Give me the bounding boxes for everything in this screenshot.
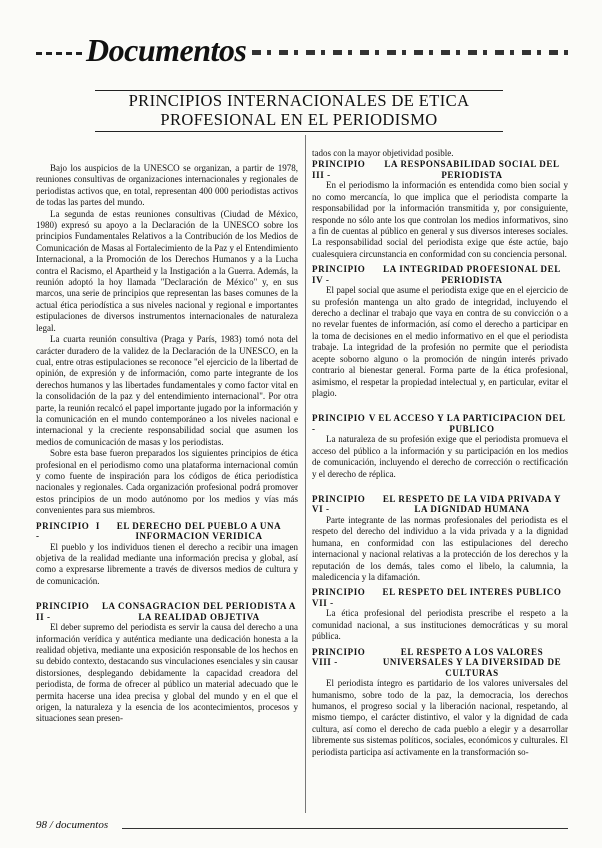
- paragraph: El deber supremo del periodista es servir la causa del derecho a una información verídica y auténtica mediante una dedicación honesta a la realidad objetiva, mediante una exposición responsable de los hechos en su debido contexto, destacando sus vinculaciones esenciales y sin causar distorsiones, desplegando debidamente la capacidad creadora del periodista, de forma de ofrecer al público un material adecuado que le permita hacerse una idea precisa y global del mundo y en el que el origen, la naturaleza y la esencia de los acontecimientos, procesos y situaciones sean presen-: [36, 622, 298, 724]
- paragraph: Parte integrante de las normas profesionales del periodista es el respeto del derecho del individuo a la vida privada y a la dignidad humana, en conformidad con las estipulaciones del derecho internacional y nacional relativas a la protección de los derechos y la reputación de los demás, tales como el libelo, la calumnia, la maledicencia y la difamación.: [312, 514, 568, 582]
- title-line-2: PROFESIONAL EN EL PERIODISMO: [160, 110, 438, 129]
- paragraph: La ética profesional del periodista prescribe el respeto a la comunidad nacional, a sus instituciones democráticas y su moral pública.: [312, 608, 568, 642]
- paragraph: Bajo los auspicios de la UNESCO se organizan, a partir de 1978, reuniones consultivas de organizaciones internacionales y regionales de periodistas activos que, en total, representan 400 000 periodistas activos de todas las partes del mundo.: [36, 163, 298, 208]
- principle-heading: [36, 521, 298, 542]
- paragraph: La cuarta reunión consultiva (Praga y París, 1983) tomó nota del carácter duradero de la validez de la Declaración de la UNESCO, en la cual, entre otras estipulaciones se reconoce "el ejercicio de la libertad de opinión, de expresión y de información, como parte integrante de los derechos humanos y las libertades fundamentales y como factor vital en la consolidación de la paz y del entendimiento internacional". Por otra parte, la reunión recalcó el papel importante jugado por la información y la comunicación en el mundo contemporáneo a los niveles nacional e internacional y la creciente responsabilidad social que asumen los medios de comunicación de masas y los periodistas.: [36, 334, 298, 447]
- principle-heading: [312, 494, 568, 515]
- principle-heading: [312, 587, 568, 608]
- principle-label: PRINCIPIO V -: [312, 413, 376, 434]
- principle-title: EL DERECHO DEL PUEBLO A UNA INFORMACION VERIDICA: [116, 520, 282, 542]
- paragraph: tados con la mayor objetividad posible.: [312, 148, 454, 158]
- principle-label: PRINCIPIO I -: [36, 520, 100, 542]
- principle-heading: [312, 413, 568, 434]
- paragraph: Sobre esta base fueron preparados los siguientes principios de ética profesional en el periodismo como una plataforma internacional común y como fuente de inspiración para los códigos de ética periodística nacionales y regionales. Cada organización profesional podrá promover estos principios de un modo autónomo por los medios y vías más convenientes para sus miembros.: [36, 448, 298, 516]
- principle-title: EL RESPETO DE LA VIDA PRIVADA Y LA DIGNIDAD HUMANA: [382, 493, 562, 515]
- principle-label: PRINCIPIO III -: [312, 159, 366, 180]
- paragraph: El papel social que asume el periodista exige que en el ejercicio de su profesión mantenga un alto grado de integridad, incluyendo el derecho a declinar el trabajo que vaya en contra de su convicción o a no revelar fuentes de información, así como el derecho a participar en la toma de decisiones en el medio informativo en el que el periodista trabaje. La integridad de la profesión no permite que el periodista acepte soborno alguno o la promoción de ningún interés privado contrario al bienestar general. Forma parte de la ética profesional, asimismo, el respetar la propiedad intelectual y, en particular, evitar el plagio.: [312, 285, 568, 398]
- paragraph: El periodista íntegro es partidario de los valores universales del humanismo, sobre todo de la paz, la democracia, los derechos humanos, el progreso social y la liberación nacional, respetando, al mismo tiempo, el carácter distintivo, el valor y la dignidad de cada cultura, así como el derecho de cada pueblo a elegir y a desarrollar libremente sus sistemas políticos, sociales, económicos y culturales. El periodista participa así activamente en la transformación so-: [312, 678, 568, 757]
- principle-title: EL RESPETO DEL INTERES PUBLICO: [382, 587, 562, 598]
- paragraph: La naturaleza de su profesión exige que el periodista promueva el acceso del público a la información y su participación en los medios de comunicación, incluyendo el derecho de corrección o rectificación y el derecho de réplica.: [312, 434, 568, 479]
- page-footer: 98 / documentos: [36, 819, 109, 831]
- paragraph: La segunda de estas reuniones consultivas (Ciudad de México, 1980) expresó su apoyo a la Declaración de la UNESCO sobre los principios Fundamentales Relativos a la Contribución de los Medios de Comunicación de Masas al Fortalecimiento de la Paz y el Entendimiento Internacional, a la Promoción de los Derechos Humanos y a la Lucha contra el Racismo, el Apartheid y la Instigación a la Guerra. Además, la reunión adoptó la hoy llamada "Declaración de México" y, en sus marcos, una serie de principios que representan las bases comunes de la actual ética periodística a sus niveles nacional y regional e importantes estipulaciones de diversos instrumentos internacionales de naturaleza legal.: [36, 208, 298, 333]
- column-divider: [305, 135, 306, 813]
- page-header: [0, 28, 602, 78]
- principle-label: PRINCIPIO VIII -: [312, 646, 366, 668]
- footer-rule: [122, 828, 568, 829]
- paragraph: En el periodismo la información es entendida como bien social y no como mercancía, lo que implica que el periodista comparte la responsabilidad por la información transmitida y, por consiguiente, responde no sólo ante los que controlan los medios informativos, sino a fin de cuentas al público en general y sus diversos intereses sociales. La responsabilidad social del periodista exige que éste actúe, bajo cualesquiera circunstancia en conformidad con su conciencia personal.: [312, 180, 568, 259]
- principle-heading: [312, 264, 568, 285]
- left-column: [36, 163, 298, 725]
- principle-heading: [36, 601, 298, 622]
- principle-title: EL RESPETO A LOS VALORES UNIVERSALES Y LA DIVERSIDAD DE CULTURAS: [382, 646, 562, 678]
- principle-heading: [312, 159, 568, 180]
- header-rule-right: [252, 50, 570, 55]
- principle-label: PRINCIPIO VI -: [312, 493, 366, 515]
- principle-heading: [312, 647, 568, 679]
- header-rule-left: [36, 52, 84, 55]
- right-column: [312, 148, 568, 758]
- principle-label: PRINCIPIO II -: [36, 601, 90, 622]
- principle-title: LA RESPONSABILIDAD SOCIAL DEL PERIODISTA: [384, 159, 560, 180]
- principle-label: PRINCIPIO IV -: [312, 264, 366, 285]
- principle-label: PRINCIPIO VII -: [312, 587, 366, 608]
- section-title: Documentos: [86, 32, 247, 68]
- principle-title: LA CONSAGRACION DEL PERIODISTA A LA REALIDAD OBJETIVA: [101, 601, 297, 622]
- title-line-1: PRINCIPIOS INTERNACIONALES DE ETICA: [128, 91, 470, 110]
- principle-title: EL ACCESO Y LA PARTICIPACION DEL PUBLICO: [378, 413, 566, 434]
- paragraph: El pueblo y los individuos tienen el derecho a recibir una imagen objetiva de la realidad mediante una información precisa y global, así como a expresarse libremente a través de diversos medios de cultura y de comunicación.: [36, 541, 298, 586]
- principle-title: LA INTEGRIDAD PROFESIONAL DEL PERIODISTA: [383, 264, 561, 285]
- article-title: [95, 90, 503, 132]
